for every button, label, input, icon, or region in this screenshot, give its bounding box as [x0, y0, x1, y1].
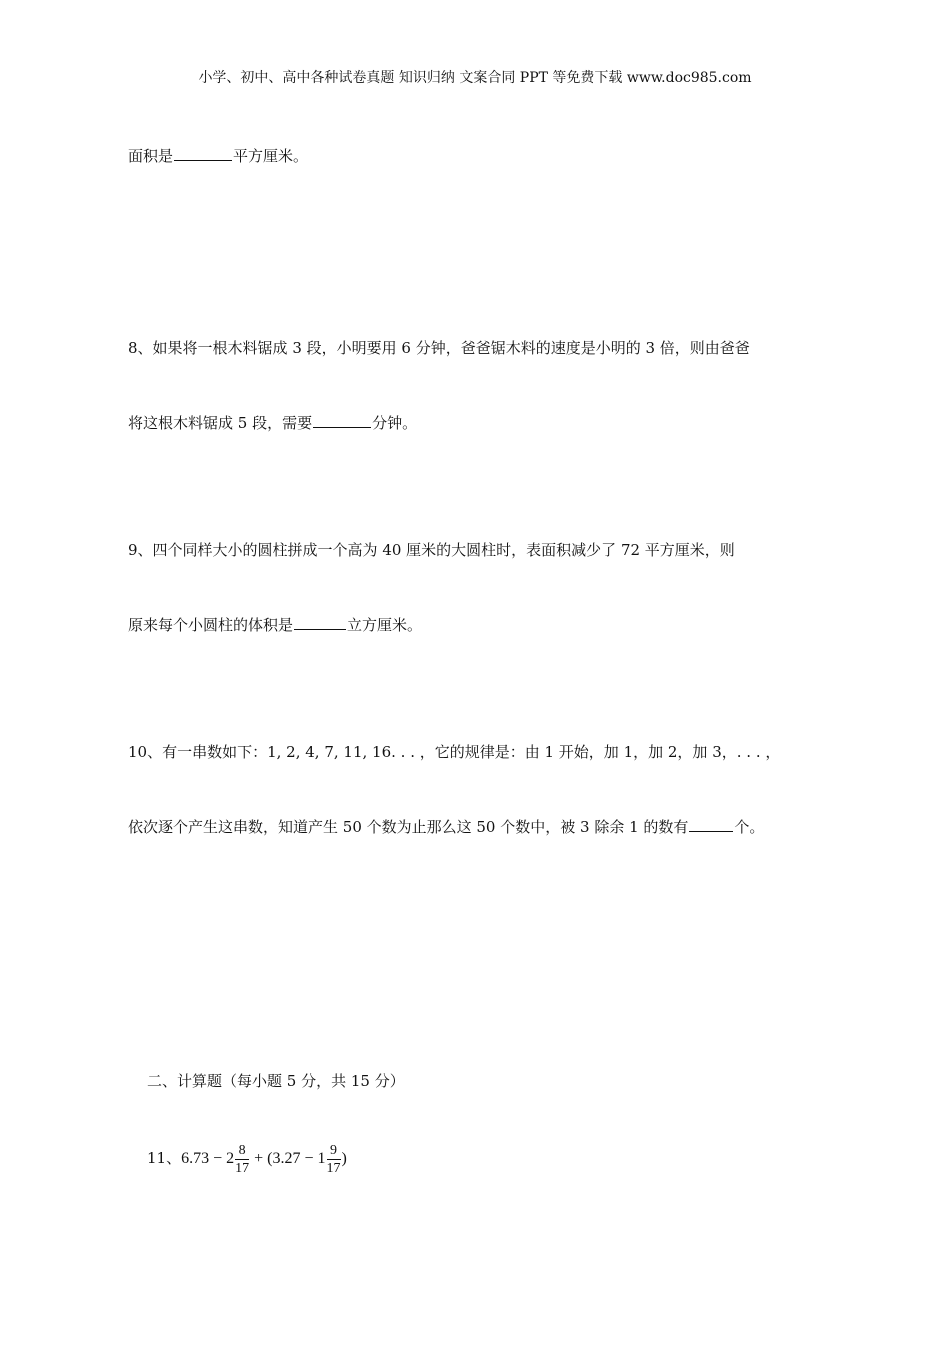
q10-text-after: 个。: [734, 818, 765, 836]
page-header: 小学、初中、高中各种试卷真题 知识归纳 文案合同 PPT 等免费下载 www.doc985.com: [198, 70, 752, 86]
answer-blank: [689, 831, 733, 832]
fraction-8-17: [235, 1142, 249, 1177]
q9-line-2: [128, 615, 422, 635]
fraction-denominator: 17: [326, 1160, 341, 1176]
q10-line-2: [128, 817, 764, 837]
fraction-numerator: 9: [327, 1142, 341, 1160]
q10-text-before: 依次逐个产生这串数，知道产生 50 个数为止那么这 50 个数中，被 3 除余 1 的数有: [128, 818, 689, 836]
fraction-numerator: 8: [235, 1142, 249, 1160]
q11-label: 11、: [147, 1149, 182, 1167]
answer-blank: [174, 160, 232, 161]
q7-continuation: [128, 146, 308, 166]
q9-text-before: 原来每个小圆柱的体积是: [128, 616, 294, 634]
q8-text-before: 将这根木料锯成 5 段，需要: [128, 414, 313, 432]
q9-text-after: 立方厘米。: [347, 616, 423, 634]
q8-line-1: 8、如果将一根木料锯成 3 段，小明要用 6 分钟，爸爸锯木料的速度是小明的 3 倍，则由爸爸: [128, 339, 750, 357]
fraction-denominator: 17: [235, 1160, 250, 1176]
q9-line-1: 9、四个同样大小的圆柱拼成一个高为 40 厘米的大圆柱时，表面积减少了 72 平方厘米，则: [128, 541, 735, 559]
q10-line-1: 10、有一串数如下：1, 2, 4, 7, 11, 16. . . ，它的规律是：由 1 开始，加 1，加 2，加 3，. . . ，: [128, 743, 781, 761]
fraction-9-17: [327, 1142, 341, 1177]
q8-line-2: [128, 413, 417, 433]
section-2-title: 二、计算题（每小题 5 分，共 15 分）: [147, 1072, 405, 1090]
answer-blank: [313, 427, 371, 428]
q11-part-3: ): [341, 1150, 347, 1167]
q7-text-before: 面积是: [128, 147, 174, 165]
q11-part-1: 6.73 − 2: [181, 1150, 235, 1167]
q7-text-after: 平方厘米。: [233, 147, 309, 165]
q8-text-after: 分钟。: [372, 414, 418, 432]
answer-blank: [294, 629, 346, 630]
q11-expression: [147, 1138, 347, 1179]
q11-part-2: + (3.27 − 1: [250, 1150, 326, 1167]
